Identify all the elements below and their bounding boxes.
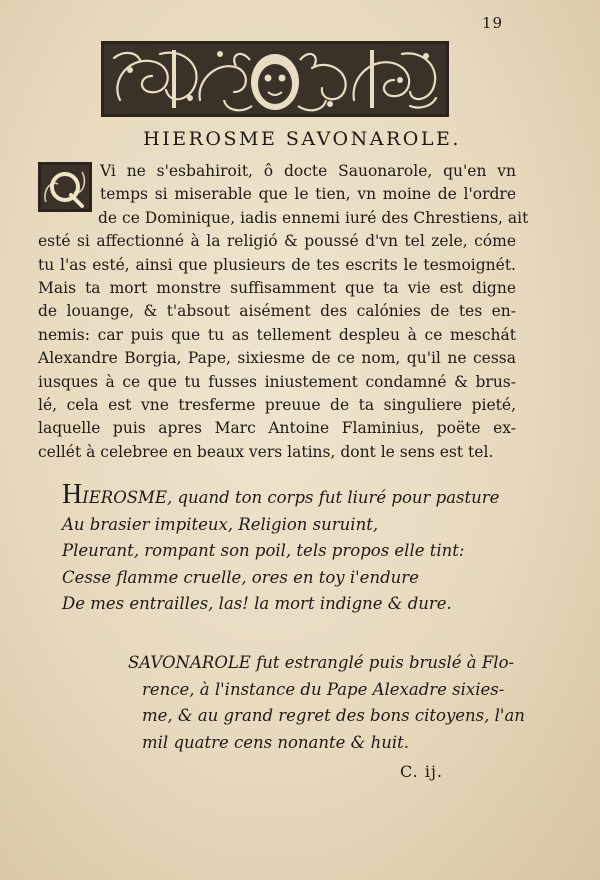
verse-line-text: IEROSME, quand ton corps fut liuré pour pasture <box>82 488 500 507</box>
verse-initial: H <box>62 479 83 510</box>
verse-line: Au brasier impiteux, Religion suruint, <box>62 514 379 534</box>
prose-paragraph <box>38 160 529 464</box>
signature-mark: C. ij. <box>400 762 444 781</box>
verse-epitaph <box>62 479 502 618</box>
prose-line: tu l'as esté, ainsi que plusieurs de tes escrits le tesmoignét. <box>38 255 516 274</box>
prose-line: Alexandre Borgia, Pape, sixiesme de ce nom, qu'il ne cessa <box>38 349 516 368</box>
headpiece-ornament-icon <box>100 40 450 118</box>
prose-line: lé, cela est vne tresferme preuue de ta singuliere pieté, <box>38 396 516 415</box>
verse-line: Cesse flamme cruelle, ores en toy i'endure <box>62 567 419 587</box>
prose-line: temps si miserable que le tien, vn moine de l'ordre <box>100 185 516 204</box>
prose-line: de ce Dominique, iadis ennemi iuré des Chrestiens, ait <box>98 208 529 227</box>
note-line: me, & au grand regret des bons citoyens, l'an <box>142 706 525 725</box>
prose-line: Mais ta mort monstre suffisamment que ta vie est digne <box>38 279 516 298</box>
verse-line <box>62 479 502 512</box>
page-number: 19 <box>482 14 504 32</box>
prose-line: iusques à ce que tu fusses iniustement condamné & brus- <box>38 372 516 391</box>
verse-line: De mes entrailles, las! la mort indigne & dure. <box>62 594 452 613</box>
note-line: rence, à l'instance du Pape Alexadre sixies- <box>142 679 505 699</box>
note-line: SAVONAROLE fut estranglé puis bruslé à Flo- <box>128 653 515 672</box>
prose-line: nemis: car puis que tu as tellement despleu à ce meschát <box>38 325 516 344</box>
note-line: mil quatre cens nonante & huit. <box>142 732 409 752</box>
prose-line: de louange, & t'absout aisément des calónies de tes en- <box>38 302 516 321</box>
prose-line: esté si affectionné à la religió & poussé d'vn tel zele, cóme <box>38 232 516 251</box>
prose-line: cellét à celebree en beaux vers latins, dont le sens est tel. <box>38 442 494 461</box>
prose-line: Vi ne s'esbahiroit, ô docte Sauonarole, qu'en vn <box>100 162 516 180</box>
chapter-title: HIEROSME SAVONAROLE. <box>143 128 461 150</box>
drop-cap-q-icon <box>38 162 92 212</box>
historical-note <box>128 650 528 756</box>
prose-line: laquelle puis apres Marc Antoine Flaminius, poëte ex- <box>38 419 516 438</box>
verse-line: Pleurant, rompant son poil, tels propos elle tint: <box>62 541 465 560</box>
ornamental-headpiece <box>100 40 450 118</box>
